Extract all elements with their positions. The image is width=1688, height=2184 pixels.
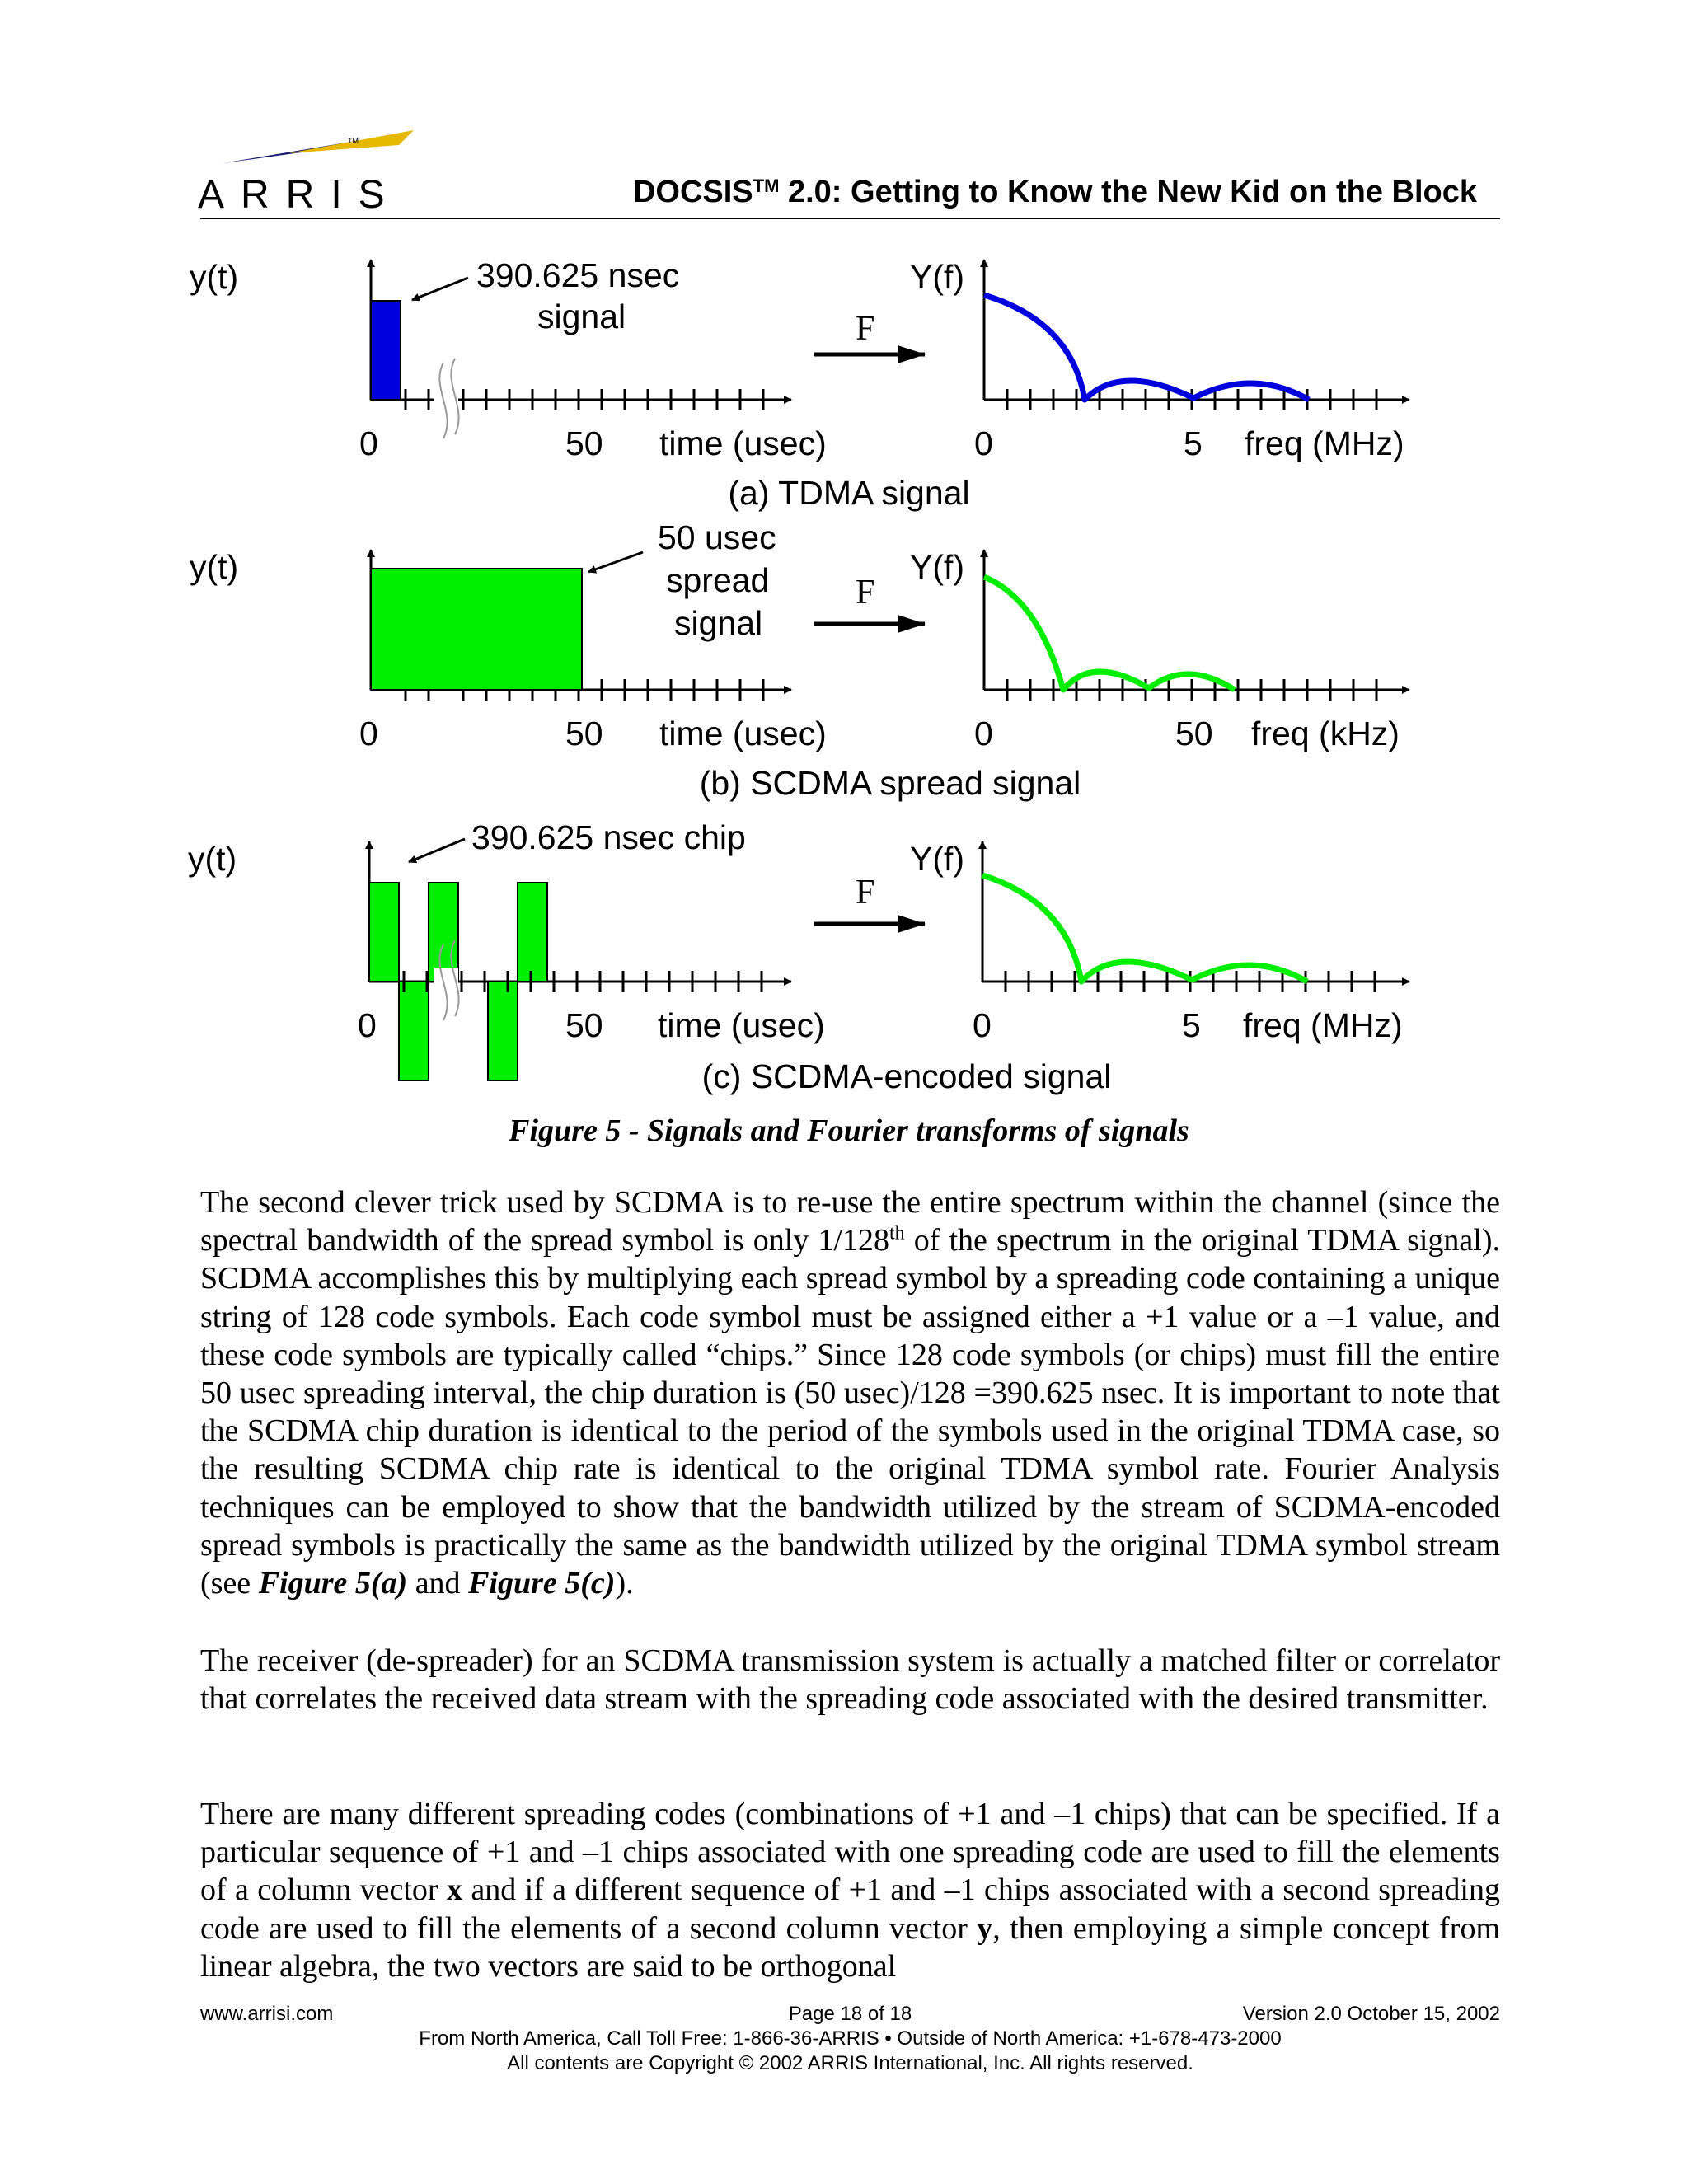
figure-caption: Figure 5 - Signals and Fourier transforms of signals [509, 1113, 1189, 1148]
panel-b-time-tick-0: 0 [359, 715, 378, 752]
panel-a [190, 256, 1409, 512]
header-rule [200, 218, 1500, 219]
body-paragraph-3: There are many different spreading codes (combinations of +1 and –1 chips) that can be specified. If a particular sequence of +1 and –1 chips associated with one spreading code are used to fill the elements of a column vector x and if a different sequence of +1 and –1 chips associated with a second spreading code are used to fill the elements of a second column vector y, then employing a simple concept from linear algebra, the two vectors are said to be orthogonal [200, 1797, 1500, 1984]
panel-b-annotation-line-2: spread [666, 561, 770, 599]
panel-a-annotation-line-2: signal [537, 298, 626, 335]
panel-b-y-axis-label: y(t) [190, 548, 239, 586]
figure-5a-reference: Figure 5(a) [258, 1566, 408, 1601]
panel-a-annotation-pointer [412, 278, 468, 300]
footer-url: www.arrisi.com [200, 2003, 334, 2025]
panel-a-transform-label: F [856, 310, 875, 348]
panel-a-freq-y-axis-label: Y(f) [910, 258, 965, 296]
panel-b-freq-tick-0: 0 [974, 715, 993, 752]
footer-contact: From North America, Call Toll Free: 1-866-36-ARRIS • Outside of North America: +1-678-473-2000 [419, 2027, 1282, 2050]
panel-c-time-tick-0: 0 [358, 1006, 377, 1044]
panel-b-spectrum-curve [984, 577, 1235, 690]
vector-y: y [977, 1910, 993, 1946]
panel-a-time-tick-0: 0 [359, 424, 378, 462]
footer-copyright: All contents are Copyright © 2002 ARRIS International, Inc. All rights reserved. [507, 2052, 1193, 2074]
figure-5c-reference: Figure 5(c) [468, 1566, 616, 1601]
panel-b-transform-label: F [856, 574, 875, 612]
panel-b-caption: (b) SCDMA spread signal [699, 764, 1081, 802]
panel-c-chip-1 [399, 982, 429, 1080]
panel-c-chip-0 [369, 883, 399, 982]
body-paragraph-2: The receiver (de-spreader) for an SCDMA transmission system is actually a matched filter or correlator that correlates the received data stream with the spreading code associated with the desired transmitter. [200, 1643, 1500, 1717]
panel-c-freq-axis-label: freq (MHz) [1243, 1006, 1403, 1044]
panel-c-time-axis-label: time (usec) [658, 1006, 825, 1044]
panel-c-freq-tick-5: 5 [1182, 1006, 1201, 1044]
page-footer [200, 2003, 1500, 2075]
panel-c-freq-y-axis-label: Y(f) [910, 840, 965, 878]
logo-text: ARRIS [198, 173, 401, 217]
panel-c-chip-5 [518, 883, 547, 982]
panel-a-freq-tick-5: 5 [1184, 424, 1203, 462]
panel-b-time-tick-50: 50 [565, 715, 603, 752]
vector-x: x [446, 1872, 462, 1908]
panel-c-annotation-pointer [409, 839, 465, 862]
panel-c-spectrum-curve [982, 875, 1307, 982]
panel-c-chip-2 [429, 883, 458, 982]
panel-c-time-tick-50: 50 [565, 1006, 603, 1044]
panel-b-freq-y-axis-label: Y(f) [910, 548, 965, 586]
panel-a-tdma-pulse [371, 301, 401, 400]
footer-page-number: Page 18 of 18 [788, 2003, 912, 2025]
panel-b-freq-axis-label: freq (kHz) [1251, 715, 1400, 752]
panel-b-time-axis-label: time (usec) [659, 715, 827, 752]
panel-a-caption: (a) TDMA signal [728, 474, 970, 512]
panel-b-annotation-line-3: signal [674, 604, 763, 642]
panel-c-transform-label: F [856, 874, 875, 912]
panel-a-y-axis-label: y(t) [190, 258, 239, 296]
body-paragraph-1: The second clever trick used by SCDMA is to re-use the entire spectrum within the channel (since the spectral bandwidth of the spread symbol is only 1/128th of the spectrum in the original TDMA signal). SCDMA accomplishes this by multiplying each spread symbol by a spreading code containing a unique string of 128 code symbols. Each code symbol must be assigned either a +1 value or a –1 value, and these code symbols are typically called “chips.” Since 128 code symbols (or chips) must fill the entire 50 usec spreading interval, the chip duration is (50 usec)/128 =390.625 nsec. It is important to note that the SCDMA chip duration is identical to the period of the symbols used in the original TDMA case, so the resulting SCDMA chip rate is identical to the original TDMA symbol rate. Fourier Analysis techniques can be employed to show that the bandwidth utilized by the stream of SCDMA-encoded spread symbols is practically the same as the bandwidth utilized by the original TDMA symbol stream (see Figure 5(a) and Figure 5(c)). [200, 1185, 1500, 1601]
document-title: DOCSIS™ 2.0: Getting to Know the New Kid on the Block [632, 175, 1477, 209]
panel-a-time-axis-label: time (usec) [659, 424, 827, 462]
panel-a-annotation-line-1: 390.625 nsec [476, 256, 680, 294]
panel-c-chip-4 [488, 982, 518, 1080]
panel-b-annotation-line-1: 50 usec [658, 518, 776, 556]
logo-tm: TM [348, 137, 359, 145]
panel-c-annotation-line-1: 390.625 nsec chip [471, 818, 746, 856]
panel-b [190, 518, 1409, 802]
arris-logo [198, 124, 429, 217]
panel-a-freq-axis-label: freq (MHz) [1245, 424, 1404, 462]
panel-c-freq-tick-0: 0 [973, 1006, 992, 1044]
panel-c-y-axis-label: y(t) [188, 840, 237, 878]
panel-a-spectrum-curve [984, 295, 1309, 400]
panel-a-time-tick-50: 50 [565, 424, 603, 462]
footer-version: Version 2.0 October 15, 2002 [1242, 2003, 1500, 2025]
panel-c [188, 818, 1409, 1095]
panel-a-freq-tick-0: 0 [974, 424, 993, 462]
figure-5-diagram [188, 223, 1451, 1096]
panel-b-annotation-pointer [588, 552, 643, 572]
panel-c-caption: (c) SCDMA-encoded signal [701, 1057, 1112, 1095]
panel-b-spread-pulse [371, 569, 582, 690]
panel-b-freq-tick-50: 50 [1175, 715, 1213, 752]
